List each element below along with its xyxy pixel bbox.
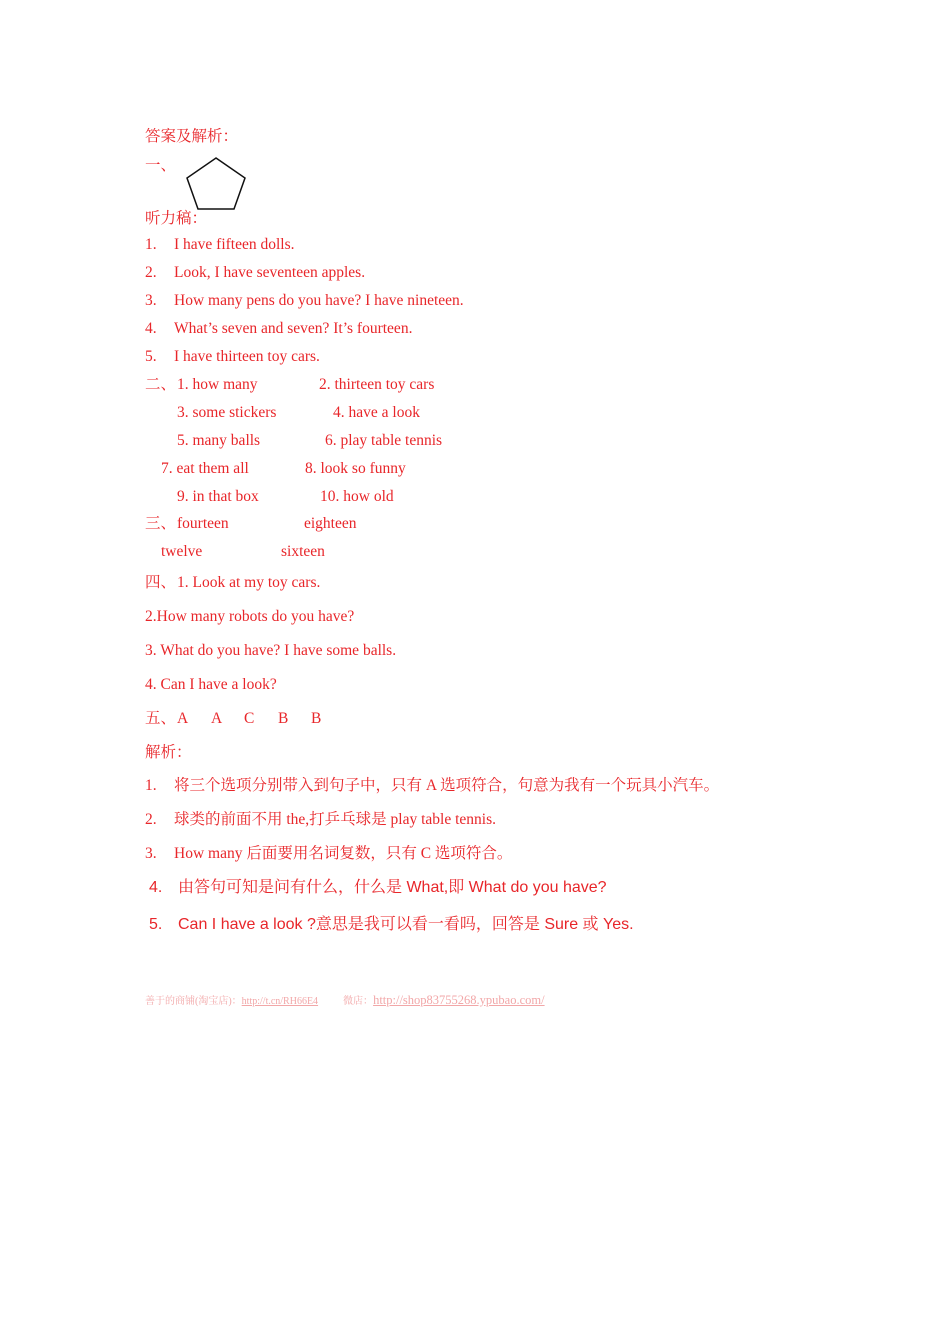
phrase-item: 3. some stickers bbox=[177, 404, 277, 421]
transcript-line: 2. Look, I have seventeen apples. bbox=[145, 264, 366, 281]
sentence-line: 3. What do you have? I have some balls. bbox=[145, 642, 397, 659]
pentagon-figure bbox=[184, 156, 248, 212]
transcript-line: 3. How many pens do you have? I have nineteen. bbox=[145, 292, 464, 309]
sentence-line: 4. Can I have a look? bbox=[145, 676, 277, 693]
shop-link[interactable]: http://t.cn/RH66E4 bbox=[241, 996, 319, 1007]
answer-letter: A bbox=[177, 710, 189, 727]
section-3-label: 三、 bbox=[145, 515, 177, 532]
transcript-line: 4. What’s seven and seven? It’s fourteen. bbox=[145, 320, 413, 337]
answer-letter: B bbox=[278, 710, 289, 727]
section-4-label: 四、 bbox=[145, 574, 177, 591]
answer-heading: 答案及解析： bbox=[145, 128, 239, 145]
phrase-item: 2. thirteen toy cars bbox=[319, 376, 435, 393]
phrase-item: 6. play table tennis bbox=[325, 432, 443, 449]
section-5-label: 五、 bbox=[145, 710, 177, 727]
wd-link[interactable]: http://shop83755268.ypubao.com/ bbox=[373, 993, 545, 1007]
transcript-line: 1. I have fifteen dolls. bbox=[145, 236, 295, 253]
sentence-line: 2.How many robots do you have? bbox=[145, 608, 355, 625]
analysis-label: 解析： bbox=[145, 744, 192, 761]
transcript-label: 听力稿： bbox=[145, 210, 208, 227]
analysis-line: 3. How many 后面要用名词复数，只有 C 选项符合。 bbox=[145, 845, 513, 862]
phrase-item: 5. many balls bbox=[177, 432, 261, 449]
number-word: twelve bbox=[161, 543, 203, 560]
analysis-line: 1. 将三个选项分别带入到句子中，只有 A 选项符合，句意为我有一个玩具小汽车。 bbox=[145, 777, 720, 794]
footer-watermark bbox=[145, 992, 545, 1008]
phrase-item: 4. have a look bbox=[333, 404, 420, 421]
number-word: eighteen bbox=[304, 515, 357, 532]
answer-letter: C bbox=[244, 710, 255, 727]
transcript-line: 5. I have thirteen toy cars. bbox=[145, 348, 320, 365]
number-word: fourteen bbox=[177, 515, 229, 532]
number-word: sixteen bbox=[281, 543, 325, 560]
wd-label: 微店： bbox=[343, 996, 374, 1007]
phrase-item: 7. eat them all bbox=[161, 460, 249, 477]
analysis-line: 5. Can I have a look ?意思是我可以看一看吗，回答是 Sure 或 Yes. bbox=[149, 916, 634, 933]
shop-label: 善于的商铺(淘宝店)： bbox=[145, 996, 242, 1007]
sentence-line: 1. Look at my toy cars. bbox=[177, 574, 321, 591]
phrase-item: 1. how many bbox=[177, 376, 258, 393]
analysis-line: 2. 球类的前面不用 the,打乒乓球是 play table tennis. bbox=[145, 811, 497, 828]
section-1-label: 一、 bbox=[145, 157, 177, 174]
answer-letter: B bbox=[311, 710, 322, 727]
phrase-item: 10. how old bbox=[320, 488, 394, 505]
analysis-line: 4. 由答句可知是问有什么，什么是 What,即 What do you have? bbox=[149, 879, 607, 896]
phrase-item: 9. in that box bbox=[177, 488, 259, 505]
phrase-item: 8. look so funny bbox=[305, 460, 406, 477]
answer-letter: A bbox=[211, 710, 223, 727]
section-2-label: 二、 bbox=[145, 376, 177, 393]
